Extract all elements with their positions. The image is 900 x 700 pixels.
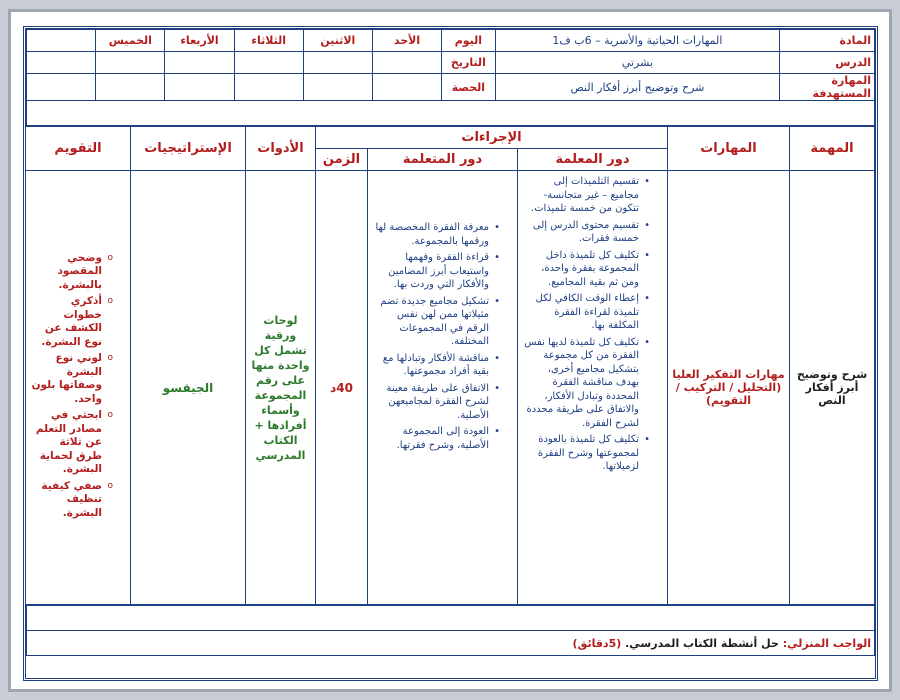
list-item: • إعطاء الوقت الكافي لكل تلميذة لقراءة الفقرة المكلفة بها. — [523, 292, 650, 333]
date-label: التاريخ — [442, 52, 496, 74]
day-thursday: الخميس — [96, 30, 165, 52]
date-cell — [165, 52, 234, 74]
lesson-plan-sheet — [23, 26, 878, 681]
time-cell: 40د — [316, 171, 368, 605]
evaluation-cell — [26, 171, 131, 605]
lesson-label: الدرس — [780, 52, 875, 74]
col-evaluation: التقويم — [26, 127, 131, 171]
procedures-table — [25, 126, 875, 605]
footer-table — [26, 605, 875, 656]
list-item: o وضحي المقصود بالبشرة. — [31, 252, 113, 293]
list-item: o أذكري خطوات الكشف عن نوع البشرة. — [31, 295, 113, 349]
tools-cell: لوحات ورقية تشمل كل واحدة منها على رقم المجموعة وأسماء أفرادها + الكتاب المدرسي — [246, 171, 316, 605]
spacer-row — [27, 606, 875, 631]
period-cell — [165, 74, 234, 101]
skills-cell: مهارات التفكير العليا (التحليل / التركيب / التقويم) — [668, 171, 790, 605]
teacher-role-list — [521, 175, 664, 474]
date-cell — [303, 52, 372, 74]
list-item: o لوني نوع البشرة وصفاتها بلون واحد. — [31, 352, 113, 406]
date-cell — [27, 52, 96, 74]
col-tools: الأدوات — [246, 127, 316, 171]
period-cell — [27, 74, 96, 101]
period-cell — [372, 74, 441, 101]
lesson-value: بشرتي — [495, 52, 780, 74]
header-spare-cell — [27, 30, 96, 52]
day-sunday: الأحد — [372, 30, 441, 52]
col-student-role: دور المتعلمة — [368, 149, 518, 171]
date-cell — [372, 52, 441, 74]
list-item: • تكليف كل تلميذة بالعودة لمجموعتها وشرح الفقرة لزميلاتها. — [523, 433, 650, 474]
day-label: اليوم — [442, 30, 496, 52]
col-teacher-role: دور المعلمة — [518, 149, 668, 171]
list-item: • مناقشة الأفكار وتبادلها مع بقية أفراد مجموعتها. — [373, 352, 500, 379]
date-cell — [234, 52, 303, 74]
task-cell: شرح وتوضيح أبرز أفكار النص — [790, 171, 875, 605]
period-cell — [96, 74, 165, 101]
list-item: o ابحثي في مصادر التعلم عن ثلاثة طرق لحماية البشرة. — [31, 409, 113, 477]
period-cell — [303, 74, 372, 101]
day-tuesday: الثلاثاء — [234, 30, 303, 52]
teacher-role-cell — [518, 171, 668, 605]
col-strategies: الإستراتيجيات — [131, 127, 246, 171]
skill-value: شرح وتوضيح أبرز أفكار النص — [495, 74, 780, 101]
list-item: • العودة إلى المجموعة الأصلية، وشرح فقرتها. — [373, 425, 500, 452]
evaluation-list — [29, 252, 127, 521]
homework-time: (5دقائق) — [572, 636, 622, 650]
list-item: o صفي كيفية تنظيف البشرة. — [31, 480, 113, 521]
student-role-list — [371, 221, 514, 452]
list-item: • تشكيل مجاميع جديدة تضم مثيلاتها ممن لهن نفس الرقم في المجموعات المختلفة. — [373, 295, 500, 349]
col-task: المهمة — [790, 127, 875, 171]
period-label: الحصة — [442, 74, 496, 101]
list-item: • تكليف كل تلميذة داخل المجموعة بفقرة واحدة، ومن ثم بقية المجاميع. — [523, 249, 650, 290]
day-monday: الاثنين — [303, 30, 372, 52]
date-cell — [96, 52, 165, 74]
homework-row — [27, 631, 875, 656]
list-item: • تقسيم التلميذات إلى مجاميع – غير متجانسة- تتكون من خمسة تلميذات. — [523, 175, 650, 216]
list-item: • قراءة الفقرة وفهمها واستيعاب أبرز المضامين والأفكار التي وردت بها. — [373, 251, 500, 292]
list-item: • تكليف كل تلميذة لديها نفس الفقرة من كل مجموعة بتشكيل مجاميع أخرى، بهدف مناقشة الفقرة المحددة وتبادل الأفكار، والاتفاق على طريقة محددة لشرح الفقرة. — [523, 336, 650, 431]
homework-text: حل أنشطة الكتاب المدرسي. — [625, 636, 779, 650]
page-frame — [8, 9, 892, 692]
list-item: • الاتفاق على طريقة معينة لشرح الفقرة لمجاميعهن الأصلية. — [373, 382, 500, 423]
spacer-row — [27, 101, 875, 126]
col-procedures: الإجراءات — [316, 127, 668, 149]
subject-label: المادة — [780, 30, 875, 52]
col-skills: المهارات — [668, 127, 790, 171]
header-table — [26, 29, 875, 126]
list-item: • تقسيم محتوى الدرس إلى خمسة فقرات. — [523, 219, 650, 246]
skill-label: المهارة المستهدفة — [780, 74, 875, 101]
period-cell — [234, 74, 303, 101]
col-time: الزمن — [316, 149, 368, 171]
day-wednesday: الأربعاء — [165, 30, 234, 52]
student-role-cell — [368, 171, 518, 605]
strategy-cell: الجيقسو — [131, 171, 246, 605]
list-item: • معرفة الفقرة المخصصة لها ورقمها بالمجموعة. — [373, 221, 500, 248]
subject-value: المهارات الحياتية والأسرية – 6ب ف1 — [495, 30, 780, 52]
homework-label: الواجب المنزلي: — [782, 636, 871, 650]
